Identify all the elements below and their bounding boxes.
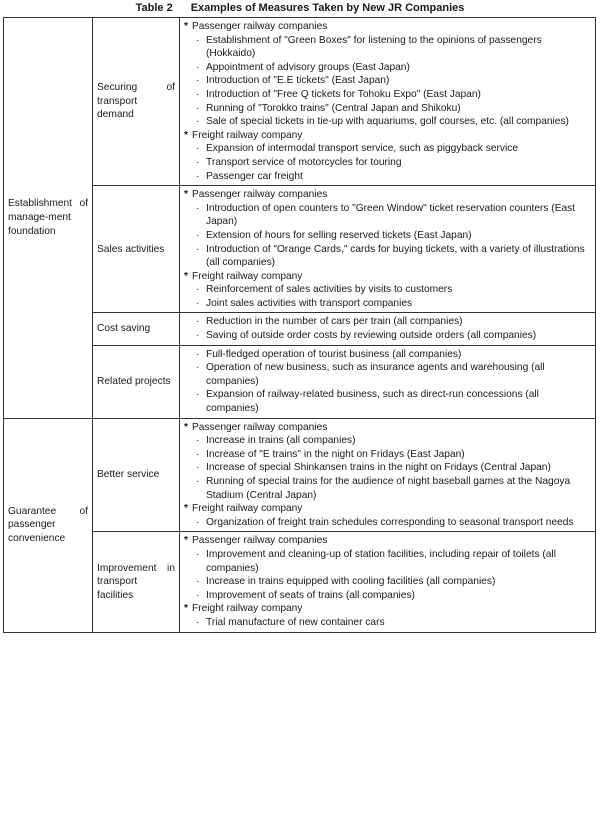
measure-item — [184, 297, 591, 311]
category-label-cell: Better service — [93, 418, 180, 532]
bullet-icon: · — [196, 448, 200, 460]
measure-item — [184, 156, 591, 170]
measure-text: Running of "Torokko trains" (Central Japan and Shikoku) — [206, 102, 461, 114]
measure-text: Running of special trains for the audience of night baseball games at the Nagoya Stadium (Central Japan) — [206, 476, 571, 501]
bullet-icon: · — [196, 589, 200, 601]
measure-item — [184, 243, 591, 270]
measure-item — [184, 388, 591, 415]
company-group-header: * Passenger railway companies — [184, 188, 591, 202]
table-row — [4, 532, 596, 632]
measure-text: Saving of outside order costs by reviewing outside orders (all companies) — [206, 330, 537, 342]
measure-text: Increase of special Shinkansen trains in the night on Fridays (Central Japan) — [206, 462, 551, 474]
bullet-icon: · — [196, 202, 200, 214]
measures-cell — [180, 313, 596, 345]
table-row — [4, 186, 596, 313]
bullet-icon: · — [196, 143, 200, 155]
company-group-header: * Passenger railway companies — [184, 421, 591, 435]
measure-item — [184, 229, 591, 243]
measure-item — [184, 88, 591, 102]
bullet-icon: · — [196, 88, 200, 100]
measure-text: Expansion of intermodal transport service, such as piggyback service — [206, 143, 519, 155]
bullet-icon: · — [196, 548, 200, 560]
measure-text: Improvement of seats of trains (all companies) — [206, 589, 415, 601]
measure-text: Introduction of open counters to "Green Window" ticket reservation counters (East Japan) — [206, 202, 576, 228]
measure-item — [184, 283, 591, 297]
measure-text: Organization of freight train schedules corresponding to seasonal transport needs — [206, 516, 574, 528]
table-title: Examples of Measures Taken by New JR Companies — [190, 2, 465, 14]
bullet-icon: · — [196, 476, 200, 487]
company-group-header: * Passenger railway companies — [184, 534, 591, 548]
measure-text: Introduction of "Orange Cards," cards for buying tickets, with a variety of illustrations (all companies) — [206, 243, 585, 269]
bullet-icon: · — [196, 389, 200, 401]
measure-text: Improvement and cleaning-up of station facilities, including repair of toilets (all companies) — [206, 548, 556, 574]
measure-item — [184, 115, 591, 129]
bullet-icon: · — [196, 348, 200, 360]
measure-text: Sale of special tickets in tie-up with aquariums, golf courses, etc. (all companies) — [206, 116, 569, 128]
measures-table — [3, 17, 596, 633]
measure-text: Trial manufacture of new container cars — [206, 616, 385, 628]
table-row — [4, 345, 596, 418]
measure-item — [184, 34, 591, 61]
measure-item — [184, 575, 591, 589]
measure-item — [184, 589, 591, 603]
bullet-icon: · — [196, 362, 200, 374]
bullet-icon: · — [196, 462, 200, 474]
category-label-cell: Sales activities — [93, 186, 180, 313]
bullet-icon: · — [196, 516, 200, 528]
measure-item — [184, 170, 591, 184]
measure-text: Appointment of advisory groups (East Japan) — [206, 61, 410, 73]
measure-item — [184, 548, 591, 575]
measure-item — [184, 142, 591, 156]
bullet-icon: · — [196, 243, 200, 255]
measure-text: Expansion of railway-related business, such as direct-run concessions (all companies) — [206, 389, 539, 415]
bullet-icon: · — [196, 116, 200, 128]
measure-item — [184, 102, 591, 116]
section-label-cell: Guarantee of passenger convenience — [4, 418, 93, 632]
measure-text: Extension of hours for selling reserved tickets (East Japan) — [206, 229, 472, 241]
measure-text: Increase of "E trains" in the night on Fridays (East Japan) — [206, 448, 465, 460]
bullet-icon: · — [196, 576, 200, 588]
bullet-icon: · — [196, 102, 200, 114]
category-label-cell: Related projects — [93, 345, 180, 418]
measure-text: Passenger car freight — [206, 170, 303, 182]
measure-text: Reduction in the number of cars per train (all companies) — [206, 316, 463, 328]
measures-cell — [180, 345, 596, 418]
measure-item — [184, 202, 591, 229]
bullet-icon: · — [196, 75, 200, 87]
measure-item — [184, 461, 591, 475]
bullet-icon: · — [196, 170, 200, 182]
bullet-icon: · — [196, 61, 200, 73]
measures-cell — [180, 418, 596, 532]
measure-text: Increase in trains (all companies) — [206, 435, 356, 447]
table-body — [4, 18, 596, 633]
measure-item — [184, 448, 591, 462]
bullet-icon: · — [196, 297, 200, 309]
company-group-header: * Freight railway company — [184, 502, 591, 516]
category-label-cell: Improvement in transport facilities — [93, 532, 180, 632]
measure-item — [184, 315, 591, 329]
measure-item — [184, 348, 591, 362]
measure-text: Transport service of motorcycles for touring — [206, 156, 402, 168]
measures-cell — [180, 18, 596, 186]
measure-text: Introduction of "E.E tickets" (East Japan) — [206, 75, 390, 87]
bullet-icon: · — [196, 316, 200, 328]
measure-item — [184, 516, 591, 530]
table-row — [4, 418, 596, 532]
measure-text: Joint sales activities with transport companies — [206, 297, 413, 309]
measure-item — [184, 475, 591, 502]
bullet-icon: · — [196, 284, 200, 296]
table-caption — [0, 2, 600, 14]
bullet-icon: · — [196, 34, 200, 46]
company-group-header: * Freight railway company — [184, 270, 591, 284]
measure-item — [184, 61, 591, 75]
category-label-cell: Securing of transport demand — [93, 18, 180, 186]
measure-item — [184, 434, 591, 448]
bullet-icon: · — [196, 229, 200, 241]
table-number: Table 2 — [135, 2, 173, 14]
measure-item — [184, 616, 591, 630]
company-group-header: * Freight railway company — [184, 129, 591, 143]
measure-text: Increase in trains equipped with cooling facilities (all companies) — [206, 576, 496, 588]
measures-cell — [180, 532, 596, 632]
bullet-icon: · — [196, 616, 200, 628]
measure-text: Reinforcement of sales activities by visits to customers — [206, 284, 453, 296]
measure-item — [184, 74, 591, 88]
company-group-header: * Passenger railway companies — [184, 20, 591, 34]
bullet-icon: · — [196, 156, 200, 168]
measure-text: Full-fledged operation of tourist business (all companies) — [206, 348, 462, 360]
table-row — [4, 18, 596, 186]
measure-text: Operation of new business, such as insurance agents and warehousing (all companies) — [206, 362, 545, 387]
measures-cell — [180, 186, 596, 313]
company-group-header: * Freight railway company — [184, 602, 591, 616]
table-row — [4, 313, 596, 345]
bullet-icon: · — [196, 330, 200, 342]
measure-item — [184, 361, 591, 388]
measure-text: Establishment of "Green Boxes" for listening to the opinions of passengers (Hokkaido) — [206, 34, 542, 60]
category-label-cell: Cost saving — [93, 313, 180, 345]
measure-text: Introduction of "Free Q tickets for Tohoku Expo" (East Japan) — [206, 88, 481, 100]
bullet-icon: · — [196, 435, 200, 447]
section-label-cell: Establishment of manage-ment foundation — [4, 18, 93, 419]
measure-item — [184, 329, 591, 343]
